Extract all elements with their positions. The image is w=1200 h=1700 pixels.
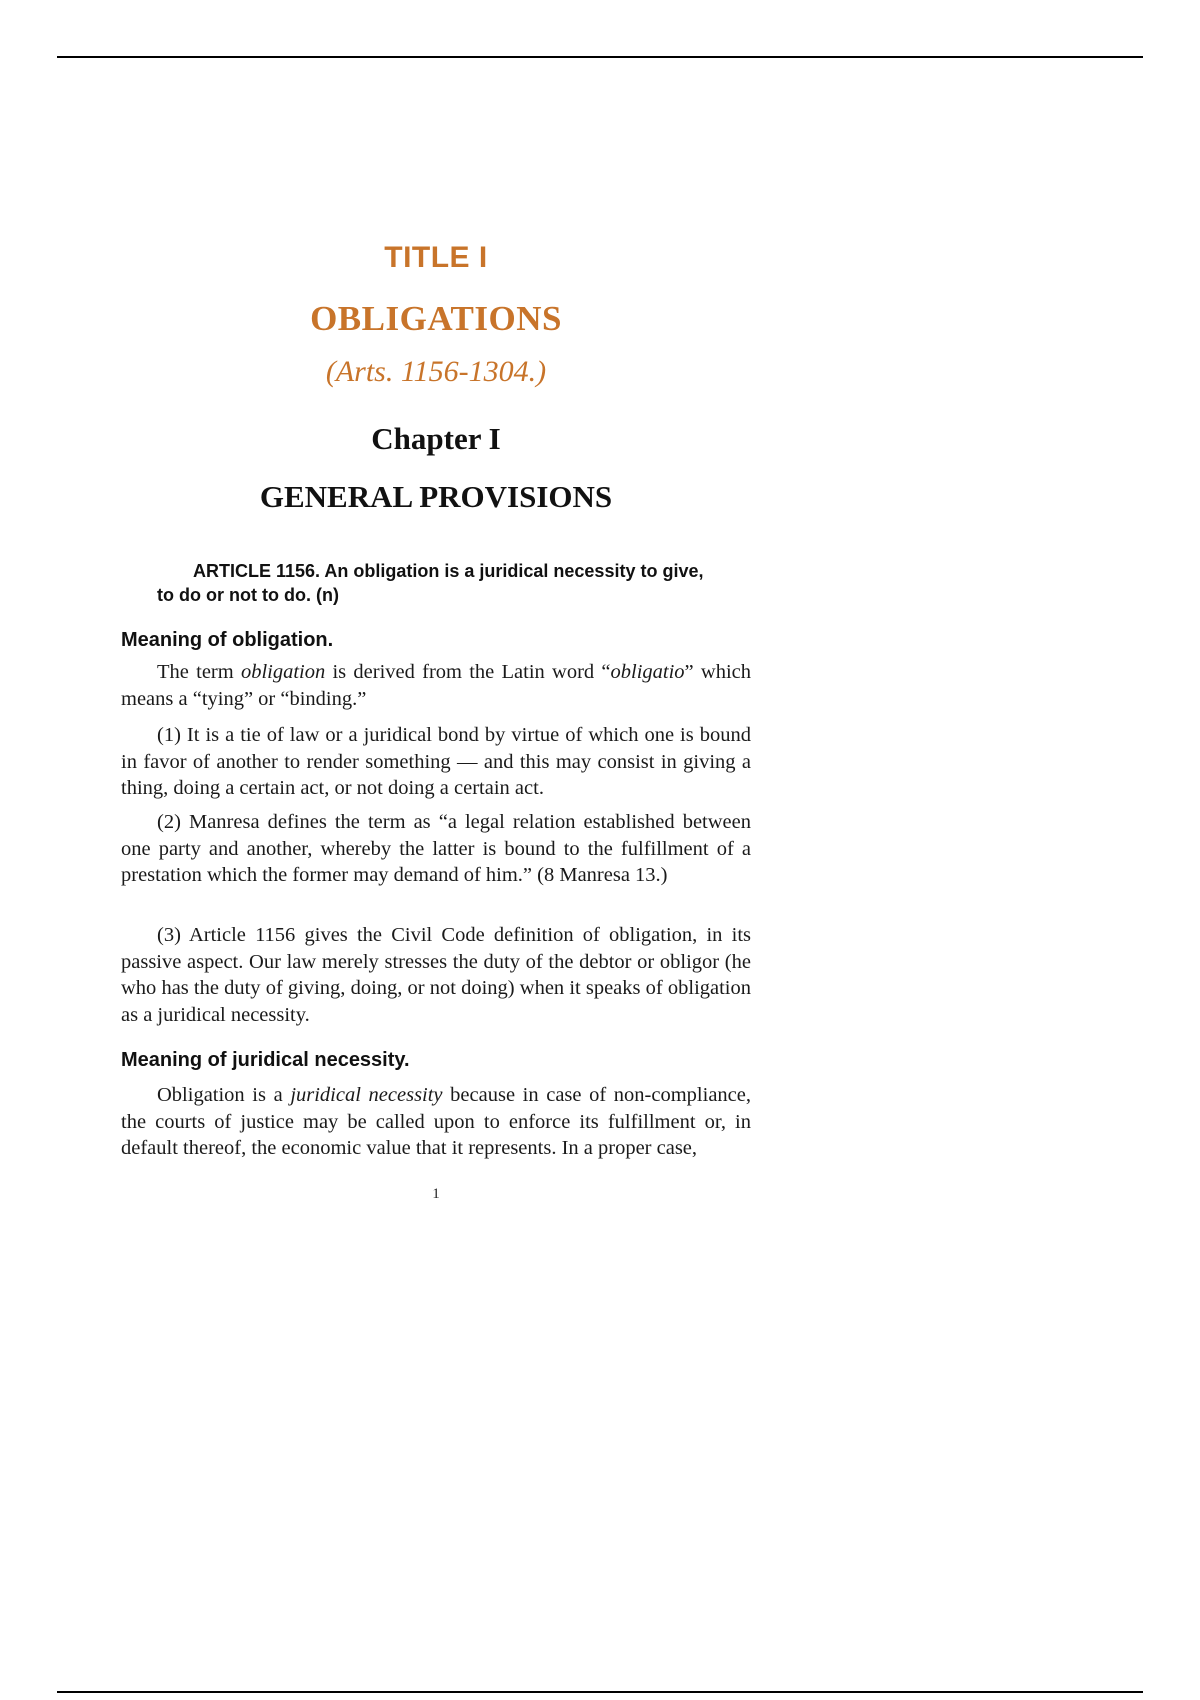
article-1156 (157, 559, 747, 607)
article-line-1: ARTICLE 1156. An obligation is a juridical necessity to give, (193, 561, 704, 581)
paragraph-definition-1: (1) It is a tie of law or a juridical bond by virtue of which one is bound in favor of another to render something — and this may consist in giving a thing, doing a certain act, or not doing a certain act. (121, 724, 751, 799)
article-line-2: to do or not to do. (n) (157, 585, 339, 605)
articles-range: (Arts. 1156-1304.) (325, 355, 547, 388)
paragraph-juridical-necessity: Obligation is a juridical necessity because in case of non-compliance, the courts of justice may be called upon to enforce its fulfillment or, in default thereof, the economic value that it represents. In a proper case, (121, 1084, 751, 1159)
paragraph-definition-3: (3) Article 1156 gives the Civil Code definition of obligation, in its passive aspect. Our law merely stresses the duty of the debtor or obligor (he who has the duty of giving, doing, or not doing) when it speaks of obligation as a juridical necessity. (121, 924, 751, 1026)
title-number: TITLE I (384, 241, 488, 274)
term-obligatio: obligatio (610, 661, 685, 683)
top-rule (57, 56, 1143, 58)
title-subject: OBLIGATIONS (310, 299, 562, 338)
section-heading-juridical-necessity: Meaning of juridical necessity. (121, 1049, 410, 1071)
paragraph-latin-origin: The term obligation is derived from the Latin word “obligatio” which means a “tying” or “binding.” (121, 661, 751, 710)
term-juridical-necessity: juridical necessity (290, 1084, 443, 1106)
paragraph-definition-2: (2) Manresa defines the term as “a legal relation established between one party and another, whereby the latter is bound to the fulfillment of a prestation which the former may demand of him.” (8 Manresa 13.) (121, 811, 751, 886)
chapter-title: GENERAL PROVISIONS (259, 479, 613, 514)
chapter-number: Chapter I (371, 421, 501, 456)
section-heading-meaning-of-obligation: Meaning of obligation. (121, 629, 334, 651)
bottom-rule (57, 1691, 1143, 1693)
term-obligation: obligation (240, 661, 326, 683)
page-number: 1 (432, 1186, 440, 1202)
